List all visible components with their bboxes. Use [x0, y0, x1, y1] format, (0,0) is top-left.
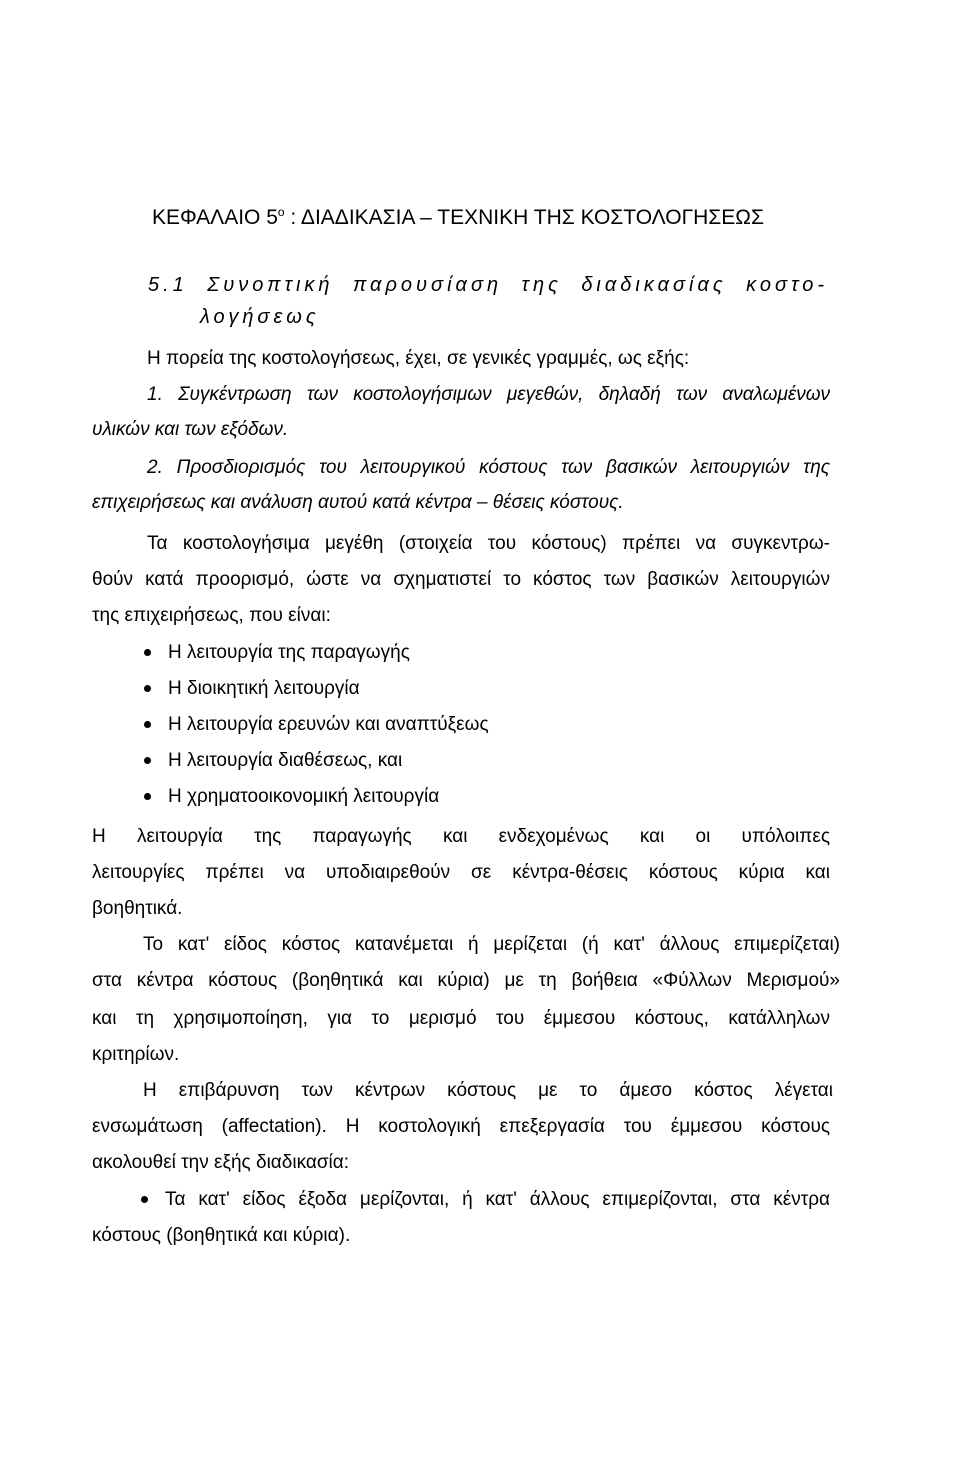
para3-line-3: και τη χρησιμοποίηση, για το μερισμό του έμμεσου κόστους, κατάλληλων [92, 1008, 830, 1029]
para3-line-2: στα κέντρα κόστους (βοηθητικά και κύρια) με τη βοήθεια «Φύλλων Μερισμού» [92, 970, 840, 991]
para2-line-3: βοηθητικά. [92, 898, 183, 919]
section-title-line-1: 5.1 Συνοπτική παρουσίαση της διαδικασίας κοστο- [148, 274, 828, 296]
para3-line-1: Το κατ' είδος κόστος κατανέμεται ή μερίζεται (ή κατ' άλλους επιμερίζεται) [143, 934, 840, 955]
para3-line-4: κριτηρίων. [92, 1044, 180, 1065]
bullet-icon [141, 1196, 148, 1203]
bullet-icon [144, 685, 151, 692]
para1-line-3: της επιχειρήσεως, που είναι: [92, 605, 331, 626]
function-item: Η λειτουργία ερευνών και αναπτύξεως [168, 714, 489, 735]
intro-text: Η πορεία της κοστολογήσεως, έχει, σε γενικές γραμμές, ως εξής: [147, 348, 690, 369]
step-2-line-1: 2. Προσδιορισμός του λειτουργικού κόστους των βασικών λειτουργιών της [147, 457, 830, 478]
bullet-icon [144, 793, 151, 800]
chapter-title [152, 200, 764, 230]
para4-line-2: ενσωμάτωση (affectation). Η κοστολογική επεξεργασία του έμμεσου κόστους [92, 1116, 830, 1137]
section-title-line-2: λογήσεως [200, 306, 320, 328]
function-item: Η λειτουργία διαθέσεως, και [168, 750, 403, 771]
function-item: Η διοικητική λειτουργία [168, 678, 360, 699]
para4-line-1: Η επιβάρυνση των κέντρων κόστους με το άμεσο κόστος λέγεται [143, 1080, 833, 1101]
function-item: Η λειτουργία της παραγωγής [168, 642, 410, 663]
step-1-line-1: 1. Συγκέντρωση των κοστολογήσιμων μεγεθών, δηλαδή των αναλωμένων [147, 384, 830, 405]
para2-line-2: λειτουργίες πρέπει να υποδιαιρεθούν σε κέντρα-θέσεις κόστους κύρια και [92, 862, 830, 883]
bullet-icon [144, 649, 151, 656]
para1-line-2: θούν κατά προορισμό, ώστε να σχηματιστεί το κόστος των βασικών λειτουργιών [92, 569, 830, 590]
step-1-line-2: υλικών και των εξόδων. [92, 419, 289, 440]
final-bullet-line-1: Τα κατ' είδος έξοδα μερίζονται, ή κατ' άλλους επιμερίζονται, στα κέντρα [165, 1189, 830, 1210]
chapter-title-prefix: ΚΕΦΑΛΑΙΟ 5 [152, 206, 278, 229]
para2-line-1: Η λειτουργία της παραγωγής και ενδεχομένως και οι υπόλοιπες [92, 826, 830, 847]
para4-line-3: ακολουθεί την εξής διαδικασία: [92, 1152, 350, 1173]
para1-line-1: Τα κοστολογήσιμα μεγέθη (στοιχεία του κόστους) πρέπει να συγκεντρω- [147, 533, 830, 554]
chapter-title-superscript: ο [277, 205, 285, 219]
chapter-title-rest: : ΔΙΑΔΙΚΑΣΙΑ – ΤΕΧΝΙΚΗ ΤΗΣ ΚΟΣΤΟΛΟΓΗΣΕΩΣ [284, 206, 764, 229]
bullet-icon [144, 757, 151, 764]
step-2-line-2: επιχειρήσεως και ανάλυση αυτού κατά κέντρα – θέσεις κόστους. [92, 492, 624, 513]
final-bullet-line-2: κόστους (βοηθητικά και κύρια). [92, 1225, 351, 1246]
function-item: Η χρηματοοικονομική λειτουργία [168, 786, 440, 807]
bullet-icon [144, 721, 151, 728]
